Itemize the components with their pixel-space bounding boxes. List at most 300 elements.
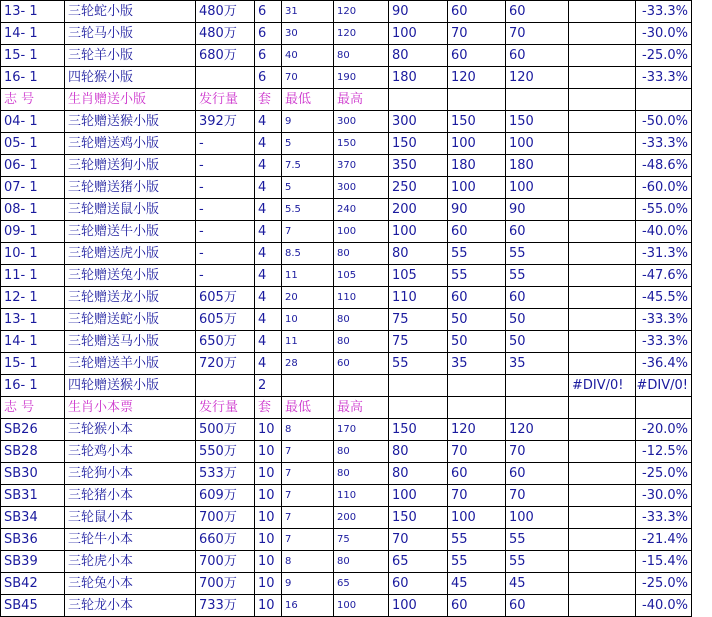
cell[interactable]: 10 (255, 463, 282, 485)
cell[interactable]: 605万 (196, 287, 255, 309)
cell[interactable]: 75 (389, 309, 448, 331)
cell[interactable] (569, 23, 636, 45)
cell[interactable]: 志 号 (1, 397, 65, 419)
cell[interactable]: 70 (506, 23, 569, 45)
cell[interactable]: 150 (506, 111, 569, 133)
cell[interactable]: 50 (506, 331, 569, 353)
cell[interactable]: 190 (334, 67, 389, 89)
cell[interactable]: SB28 (1, 441, 65, 463)
cell[interactable]: 392万 (196, 111, 255, 133)
cell[interactable]: 200 (334, 507, 389, 529)
cell[interactable]: 150 (389, 507, 448, 529)
cell[interactable]: 60 (389, 573, 448, 595)
cell[interactable]: SB42 (1, 573, 65, 595)
cell[interactable] (569, 1, 636, 23)
cell[interactable] (506, 375, 569, 397)
cell[interactable]: 三轮赠送鸡小版 (65, 133, 196, 155)
cell[interactable]: 三轮狗小本 (65, 463, 196, 485)
cell[interactable]: 三轮猴小本 (65, 419, 196, 441)
cell[interactable]: 三轮赠送蛇小版 (65, 309, 196, 331)
cell[interactable]: 4 (255, 287, 282, 309)
cell[interactable]: 50 (448, 331, 506, 353)
cell[interactable]: 110 (334, 287, 389, 309)
cell[interactable]: 35 (506, 353, 569, 375)
cell[interactable]: 05- 1 (1, 133, 65, 155)
cell[interactable] (196, 375, 255, 397)
cell[interactable]: 10 (255, 419, 282, 441)
cell[interactable]: 90 (448, 199, 506, 221)
cell[interactable]: 75 (334, 529, 389, 551)
cell[interactable] (569, 441, 636, 463)
cell[interactable] (569, 595, 636, 617)
cell[interactable]: 4 (255, 309, 282, 331)
cell[interactable]: -33.3% (636, 1, 692, 23)
cell[interactable] (569, 155, 636, 177)
cell[interactable]: -15.4% (636, 551, 692, 573)
cell[interactable]: 733万 (196, 595, 255, 617)
cell[interactable]: -21.4% (636, 529, 692, 551)
cell[interactable] (569, 463, 636, 485)
cell[interactable]: 60 (448, 287, 506, 309)
cell[interactable]: 13- 1 (1, 1, 65, 23)
cell[interactable]: 100 (389, 221, 448, 243)
cell[interactable]: 三轮赠送羊小版 (65, 353, 196, 375)
cell[interactable]: 300 (334, 177, 389, 199)
cell[interactable]: 60 (506, 1, 569, 23)
cell[interactable] (569, 419, 636, 441)
cell[interactable]: 60 (334, 353, 389, 375)
cell[interactable]: #DIV/0! (569, 375, 636, 397)
cell[interactable]: 三轮羊小版 (65, 45, 196, 67)
cell[interactable]: 9 (282, 573, 334, 595)
cell[interactable] (569, 199, 636, 221)
cell[interactable]: 7 (282, 441, 334, 463)
cell[interactable]: 4 (255, 221, 282, 243)
cell[interactable]: 10 (255, 507, 282, 529)
cell[interactable]: -33.3% (636, 331, 692, 353)
cell[interactable]: 60 (506, 595, 569, 617)
cell[interactable]: 三轮赠送猴小版 (65, 111, 196, 133)
cell[interactable]: 09- 1 (1, 221, 65, 243)
cell[interactable] (569, 67, 636, 89)
cell[interactable]: 120 (334, 23, 389, 45)
cell[interactable]: 4 (255, 177, 282, 199)
cell[interactable]: 60 (506, 463, 569, 485)
cell[interactable]: - (196, 199, 255, 221)
cell[interactable] (569, 397, 636, 419)
cell[interactable]: 10 (255, 551, 282, 573)
cell[interactable] (448, 89, 506, 111)
cell[interactable]: #DIV/0! (636, 375, 692, 397)
cell[interactable] (569, 353, 636, 375)
cell[interactable]: 07- 1 (1, 177, 65, 199)
cell[interactable] (506, 397, 569, 419)
cell[interactable]: 10 (255, 441, 282, 463)
cell[interactable] (448, 375, 506, 397)
cell[interactable]: 4 (255, 111, 282, 133)
cell[interactable]: 60 (448, 463, 506, 485)
cell[interactable]: 80 (334, 463, 389, 485)
cell[interactable]: -31.3% (636, 243, 692, 265)
cell[interactable]: 110 (389, 287, 448, 309)
cell[interactable]: 三轮马小版 (65, 23, 196, 45)
cell[interactable]: -12.5% (636, 441, 692, 463)
cell[interactable]: 30 (282, 23, 334, 45)
cell[interactable]: 7 (282, 529, 334, 551)
cell[interactable]: 35 (448, 353, 506, 375)
cell[interactable]: 70 (506, 485, 569, 507)
cell[interactable]: 65 (389, 551, 448, 573)
cell[interactable]: -48.6% (636, 155, 692, 177)
cell[interactable]: 四轮赠送猴小版 (65, 375, 196, 397)
cell[interactable]: 70 (448, 485, 506, 507)
cell[interactable]: 240 (334, 199, 389, 221)
cell[interactable]: 55 (448, 551, 506, 573)
cell[interactable]: 45 (506, 573, 569, 595)
cell[interactable]: 4 (255, 265, 282, 287)
cell[interactable]: 7 (282, 485, 334, 507)
cell[interactable]: 11 (282, 265, 334, 287)
cell[interactable]: 609万 (196, 485, 255, 507)
cell[interactable] (282, 375, 334, 397)
cell[interactable]: 三轮赠送虎小版 (65, 243, 196, 265)
cell[interactable]: 10 (255, 573, 282, 595)
cell[interactable]: 100 (506, 133, 569, 155)
cell[interactable]: 250 (389, 177, 448, 199)
cell[interactable]: - (196, 155, 255, 177)
cell[interactable]: - (196, 133, 255, 155)
cell[interactable]: 5 (282, 133, 334, 155)
cell[interactable]: 55 (389, 353, 448, 375)
cell[interactable]: 4 (255, 353, 282, 375)
cell[interactable]: 4 (255, 243, 282, 265)
cell[interactable] (569, 265, 636, 287)
cell[interactable]: - (196, 265, 255, 287)
cell[interactable]: 50 (506, 309, 569, 331)
cell[interactable]: 100 (448, 177, 506, 199)
cell[interactable]: 16 (282, 595, 334, 617)
cell[interactable]: -36.4% (636, 353, 692, 375)
cell[interactable] (334, 375, 389, 397)
cell[interactable] (448, 397, 506, 419)
cell[interactable]: -25.0% (636, 573, 692, 595)
cell[interactable] (569, 507, 636, 529)
cell[interactable]: 发行量 (196, 397, 255, 419)
cell[interactable]: 三轮鸡小本 (65, 441, 196, 463)
cell[interactable] (389, 89, 448, 111)
cell[interactable]: SB36 (1, 529, 65, 551)
cell[interactable]: 8 (282, 419, 334, 441)
cell[interactable]: 80 (389, 441, 448, 463)
cell[interactable]: 150 (389, 419, 448, 441)
cell[interactable]: 2 (255, 375, 282, 397)
cell[interactable]: 150 (448, 111, 506, 133)
cell[interactable]: 三轮赠送牛小版 (65, 221, 196, 243)
cell[interactable] (569, 331, 636, 353)
cell[interactable]: 三轮龙小本 (65, 595, 196, 617)
cell[interactable]: -40.0% (636, 595, 692, 617)
cell[interactable]: 700万 (196, 507, 255, 529)
cell[interactable]: 14- 1 (1, 23, 65, 45)
cell[interactable]: 套 (255, 89, 282, 111)
cell[interactable]: 680万 (196, 45, 255, 67)
cell[interactable]: 180 (389, 67, 448, 89)
cell[interactable]: SB31 (1, 485, 65, 507)
cell[interactable]: 4 (255, 133, 282, 155)
cell[interactable]: 100 (448, 133, 506, 155)
cell[interactable]: 80 (334, 331, 389, 353)
cell[interactable]: 三轮赠送马小版 (65, 331, 196, 353)
cell[interactable]: 8.5 (282, 243, 334, 265)
cell[interactable]: 6 (255, 45, 282, 67)
cell[interactable]: -30.0% (636, 23, 692, 45)
cell[interactable] (569, 573, 636, 595)
cell[interactable]: 10 (255, 595, 282, 617)
cell[interactable]: 三轮蛇小版 (65, 1, 196, 23)
cell[interactable]: 志 号 (1, 89, 65, 111)
cell[interactable]: 08- 1 (1, 199, 65, 221)
cell[interactable]: 5 (282, 177, 334, 199)
cell[interactable]: 80 (389, 243, 448, 265)
cell[interactable]: 120 (506, 67, 569, 89)
cell[interactable]: 60 (506, 221, 569, 243)
cell[interactable]: 10 (255, 529, 282, 551)
cell[interactable]: 三轮赠送龙小版 (65, 287, 196, 309)
cell[interactable]: 100 (389, 23, 448, 45)
cell[interactable]: 55 (448, 529, 506, 551)
cell[interactable]: -33.3% (636, 309, 692, 331)
cell[interactable]: 28 (282, 353, 334, 375)
cell[interactable]: 60 (506, 45, 569, 67)
cell[interactable]: 7 (282, 463, 334, 485)
cell[interactable]: 120 (506, 419, 569, 441)
cell[interactable]: -25.0% (636, 45, 692, 67)
cell[interactable]: 10 (282, 309, 334, 331)
cell[interactable]: 8 (282, 551, 334, 573)
cell[interactable] (389, 397, 448, 419)
cell[interactable]: 90 (389, 1, 448, 23)
cell[interactable]: -20.0% (636, 419, 692, 441)
cell[interactable]: 三轮兔小本 (65, 573, 196, 595)
cell[interactable]: SB26 (1, 419, 65, 441)
cell[interactable]: 16- 1 (1, 67, 65, 89)
cell[interactable]: 110 (334, 485, 389, 507)
cell[interactable]: 16- 1 (1, 375, 65, 397)
cell[interactable] (636, 397, 692, 419)
cell[interactable]: 50 (448, 309, 506, 331)
cell[interactable]: 120 (334, 1, 389, 23)
cell[interactable] (569, 529, 636, 551)
cell[interactable] (569, 111, 636, 133)
cell[interactable] (196, 67, 255, 89)
cell[interactable]: - (196, 243, 255, 265)
cell[interactable]: 70 (448, 441, 506, 463)
cell[interactable]: 180 (506, 155, 569, 177)
cell[interactable]: 120 (448, 67, 506, 89)
cell[interactable]: 550万 (196, 441, 255, 463)
cell[interactable]: 180 (448, 155, 506, 177)
cell[interactable]: -33.3% (636, 507, 692, 529)
cell[interactable]: 15- 1 (1, 45, 65, 67)
cell[interactable]: 70 (389, 529, 448, 551)
cell[interactable] (569, 551, 636, 573)
cell[interactable]: 500万 (196, 419, 255, 441)
cell[interactable]: -60.0% (636, 177, 692, 199)
cell[interactable]: - (196, 177, 255, 199)
cell[interactable]: 4 (255, 155, 282, 177)
cell[interactable]: 14- 1 (1, 331, 65, 353)
cell[interactable]: 150 (389, 133, 448, 155)
cell[interactable]: 300 (389, 111, 448, 133)
cell[interactable]: 70 (448, 23, 506, 45)
cell[interactable] (569, 177, 636, 199)
cell[interactable]: 80 (389, 463, 448, 485)
cell[interactable]: 100 (506, 177, 569, 199)
cell[interactable]: 480万 (196, 1, 255, 23)
cell[interactable]: 10- 1 (1, 243, 65, 265)
cell[interactable]: 45 (448, 573, 506, 595)
cell[interactable]: 6 (255, 23, 282, 45)
cell[interactable]: 70 (506, 441, 569, 463)
cell[interactable]: - (196, 221, 255, 243)
cell[interactable] (569, 89, 636, 111)
cell[interactable]: 15- 1 (1, 353, 65, 375)
cell[interactable]: 370 (334, 155, 389, 177)
cell[interactable]: 480万 (196, 23, 255, 45)
cell[interactable]: 13- 1 (1, 309, 65, 331)
cell[interactable]: 7 (282, 221, 334, 243)
cell[interactable]: -40.0% (636, 221, 692, 243)
cell[interactable]: -30.0% (636, 485, 692, 507)
cell[interactable] (506, 89, 569, 111)
cell[interactable]: 80 (334, 551, 389, 573)
cell[interactable]: 60 (448, 595, 506, 617)
cell[interactable]: -33.3% (636, 133, 692, 155)
cell[interactable]: 170 (334, 419, 389, 441)
cell[interactable]: 100 (389, 485, 448, 507)
cell[interactable]: -47.6% (636, 265, 692, 287)
cell[interactable]: 11 (282, 331, 334, 353)
cell[interactable] (569, 287, 636, 309)
cell[interactable]: 20 (282, 287, 334, 309)
cell[interactable]: 90 (506, 199, 569, 221)
cell[interactable]: 最高 (334, 397, 389, 419)
cell[interactable]: 5.5 (282, 199, 334, 221)
cell[interactable]: -33.3% (636, 67, 692, 89)
cell[interactable]: -55.0% (636, 199, 692, 221)
cell[interactable]: 100 (389, 595, 448, 617)
cell[interactable]: 套 (255, 397, 282, 419)
cell[interactable]: 80 (389, 45, 448, 67)
cell[interactable]: 60 (448, 45, 506, 67)
cell[interactable]: 三轮牛小本 (65, 529, 196, 551)
cell[interactable]: 发行量 (196, 89, 255, 111)
cell[interactable]: 105 (334, 265, 389, 287)
cell[interactable]: 生肖赠送小版 (65, 89, 196, 111)
cell[interactable]: -50.0% (636, 111, 692, 133)
cell[interactable]: 105 (389, 265, 448, 287)
cell[interactable]: 三轮赠送狗小版 (65, 155, 196, 177)
cell[interactable]: 60 (448, 221, 506, 243)
cell[interactable]: 80 (334, 243, 389, 265)
cell[interactable]: 700万 (196, 573, 255, 595)
cell[interactable]: 100 (448, 507, 506, 529)
cell[interactable]: SB45 (1, 595, 65, 617)
cell[interactable]: 60 (448, 1, 506, 23)
cell[interactable]: 4 (255, 199, 282, 221)
cell[interactable]: SB30 (1, 463, 65, 485)
cell[interactable] (569, 309, 636, 331)
cell[interactable]: 10 (255, 485, 282, 507)
cell[interactable]: 150 (334, 133, 389, 155)
cell[interactable]: 300 (334, 111, 389, 133)
cell[interactable]: 65 (334, 573, 389, 595)
cell[interactable] (636, 89, 692, 111)
cell[interactable]: 55 (448, 243, 506, 265)
cell[interactable]: 9 (282, 111, 334, 133)
cell[interactable]: 55 (506, 529, 569, 551)
cell[interactable] (569, 485, 636, 507)
cell[interactable]: 三轮猪小本 (65, 485, 196, 507)
cell[interactable]: SB34 (1, 507, 65, 529)
cell[interactable]: 100 (334, 221, 389, 243)
cell[interactable]: 最低 (282, 397, 334, 419)
cell[interactable]: 55 (506, 551, 569, 573)
cell[interactable]: 100 (334, 595, 389, 617)
cell[interactable] (569, 221, 636, 243)
cell[interactable]: 31 (282, 1, 334, 23)
cell[interactable]: 06- 1 (1, 155, 65, 177)
cell[interactable] (569, 45, 636, 67)
cell[interactable]: SB39 (1, 551, 65, 573)
cell[interactable]: 11- 1 (1, 265, 65, 287)
cell[interactable]: 6 (255, 1, 282, 23)
cell[interactable]: -45.5% (636, 287, 692, 309)
cell[interactable]: 7 (282, 507, 334, 529)
cell[interactable]: 4 (255, 331, 282, 353)
cell[interactable]: 650万 (196, 331, 255, 353)
cell[interactable]: 120 (448, 419, 506, 441)
cell[interactable]: 80 (334, 309, 389, 331)
cell[interactable]: 200 (389, 199, 448, 221)
cell[interactable]: 12- 1 (1, 287, 65, 309)
cell[interactable]: 三轮赠送鼠小版 (65, 199, 196, 221)
cell[interactable]: 350 (389, 155, 448, 177)
cell[interactable]: 80 (334, 441, 389, 463)
cell[interactable]: 6 (255, 67, 282, 89)
cell[interactable]: 最低 (282, 89, 334, 111)
cell[interactable]: -25.0% (636, 463, 692, 485)
cell[interactable]: 55 (506, 265, 569, 287)
cell[interactable]: 55 (448, 265, 506, 287)
cell[interactable] (389, 375, 448, 397)
cell[interactable] (569, 243, 636, 265)
cell[interactable]: 100 (506, 507, 569, 529)
cell[interactable]: 三轮赠送猪小版 (65, 177, 196, 199)
cell[interactable]: 生肖小本票 (65, 397, 196, 419)
cell[interactable]: 660万 (196, 529, 255, 551)
cell[interactable]: 三轮鼠小本 (65, 507, 196, 529)
cell[interactable]: 40 (282, 45, 334, 67)
cell[interactable]: 7.5 (282, 155, 334, 177)
cell[interactable]: 60 (506, 287, 569, 309)
cell[interactable]: 55 (506, 243, 569, 265)
cell[interactable]: 三轮赠送兔小版 (65, 265, 196, 287)
cell[interactable]: 720万 (196, 353, 255, 375)
cell[interactable]: 80 (334, 45, 389, 67)
cell[interactable]: 四轮猴小版 (65, 67, 196, 89)
cell[interactable]: 533万 (196, 463, 255, 485)
